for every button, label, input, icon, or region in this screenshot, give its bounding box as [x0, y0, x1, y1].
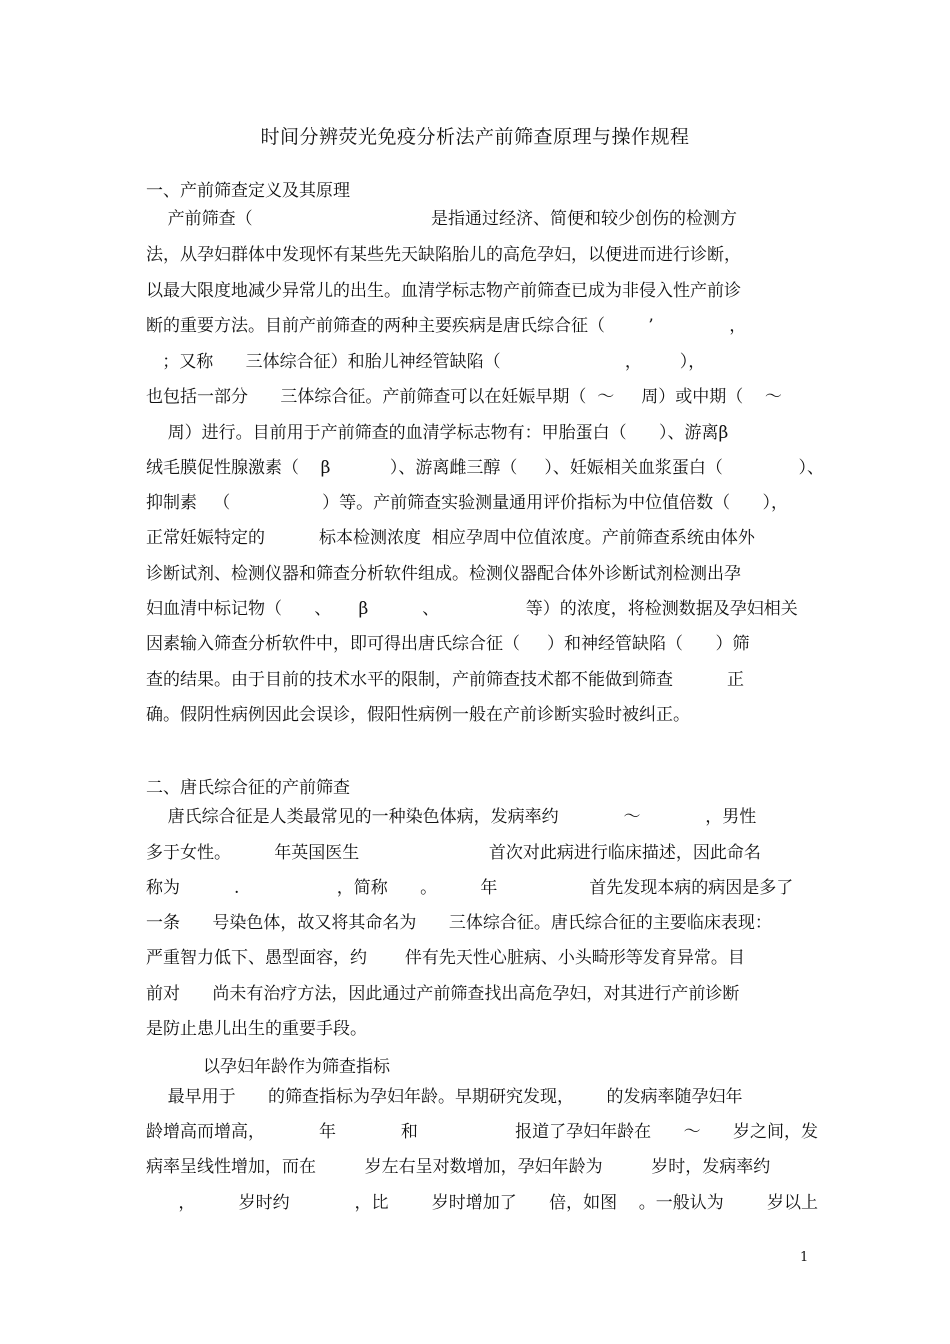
paragraph-line: 因素输入筛查分析软件中，即可得出唐氏综合征（ ）和神经管缺陷（ ）筛	[146, 634, 750, 654]
paragraph-line: 病率呈线性增加，而在 岁左右呈对数增加，孕妇年龄为 岁时，发病率约	[146, 1157, 771, 1177]
paragraph-line: 周）进行。目前用于产前筛查的血清学标志物有：甲胎蛋白（ ）、游离β	[146, 423, 729, 443]
paragraph-line: 产前筛查（ 是指通过经济、简便和较少创伤的检测方	[146, 209, 737, 229]
paragraph-line: 妇血清中标记物（ 、 β 、 等）的浓度，将检测数据及孕妇相关	[146, 599, 798, 619]
paragraph-line: 唐氏综合征是人类最常见的一种染色体病，发病率约 ～ ，男性	[146, 807, 757, 827]
paragraph-line: 前对 尚未有治疗方法，因此通过产前筛查找出高危孕妇，对其进行产前诊断	[146, 984, 740, 1004]
paragraph-line: 多于女性。 年英国医生 首次对此病进行临床描述，因此命名	[146, 843, 761, 863]
section-heading-1: 一、产前筛查定义及其原理	[146, 181, 350, 201]
subsection-heading: 以孕妇年龄作为筛查指标	[203, 1057, 390, 1077]
paragraph-line: 也包括一部分 三体综合征。产前筛查可以在妊娠早期（ ～ 周）或中期（ ～	[146, 387, 782, 407]
paragraph-line: 抑制素 （ ）等。产前筛查实验测量通用评价指标为中位值倍数（ ），	[146, 493, 788, 513]
paragraph-line: 龄增高而增高， 年 和 报道了孕妇年龄在 ～ 岁之间，发	[146, 1122, 818, 1142]
document-title: 时间分辨荧光免疫分析法产前筛查原理与操作规程	[260, 126, 690, 148]
paragraph-line: 最早用于 的筛查指标为孕妇年龄。早期研究发现， 的发病率随孕妇年	[146, 1087, 743, 1107]
paragraph-line: 法，从孕妇群体中发现怀有某些先天缺陷胎儿的高危孕妇，以便进而进行诊断，	[146, 245, 741, 265]
paragraph-line: 诊断试剂、检测仪器和筛查分析软件组成。检测仪器配合体外诊断试剂检测出孕	[146, 564, 741, 584]
paragraph-line: 查的结果。由于目前的技术水平的限制，产前筛查技术都不能做到筛查 正	[146, 670, 745, 690]
paragraph-line: 严重智力低下、愚型面容，约 伴有先天性心脏病、小头畸形等发育异常。目	[146, 948, 745, 968]
paragraph-line: 绒毛膜促性腺激素（ β ）、游离雌三醇（ ）、妊娠相关血浆蛋白（ ）、	[146, 458, 825, 478]
page-number: 1	[800, 1250, 809, 1265]
paragraph-line: 以最大限度地减少异常儿的出生。血清学标志物产前筛查已成为非侵入性产前诊	[146, 281, 741, 301]
paragraph-line: 正常妊娠特定的 标本检测浓度 相应孕周中位值浓度。产前筛查系统由体外	[146, 528, 755, 548]
paragraph-line: 一条 号染色体，故又将其命名为 三体综合征。唐氏综合征的主要临床表现：	[146, 913, 772, 933]
paragraph-line: ；又称 三体综合征）和胎儿神经管缺陷（ ， ），	[146, 352, 706, 372]
paragraph-line: 断的重要方法。目前产前筛查的两种主要疾病是唐氏综合征（ ’ ，	[146, 316, 747, 336]
paragraph-line: 称为 . ，简称 。 年 首先发现本病的病因是多了	[146, 878, 794, 898]
section-heading-2: 二、唐氏综合征的产前筛查	[146, 778, 350, 798]
paragraph-line: 是防止患儿出生的重要手段。	[146, 1019, 367, 1039]
paragraph-line: ， 岁时约 ，比 岁时增加了 倍，如图 。一般认为 岁以上	[146, 1193, 818, 1213]
paragraph-line: 确。假阴性病例因此会误诊，假阳性病例一般在产前诊断实验时被纠正。	[146, 705, 690, 725]
